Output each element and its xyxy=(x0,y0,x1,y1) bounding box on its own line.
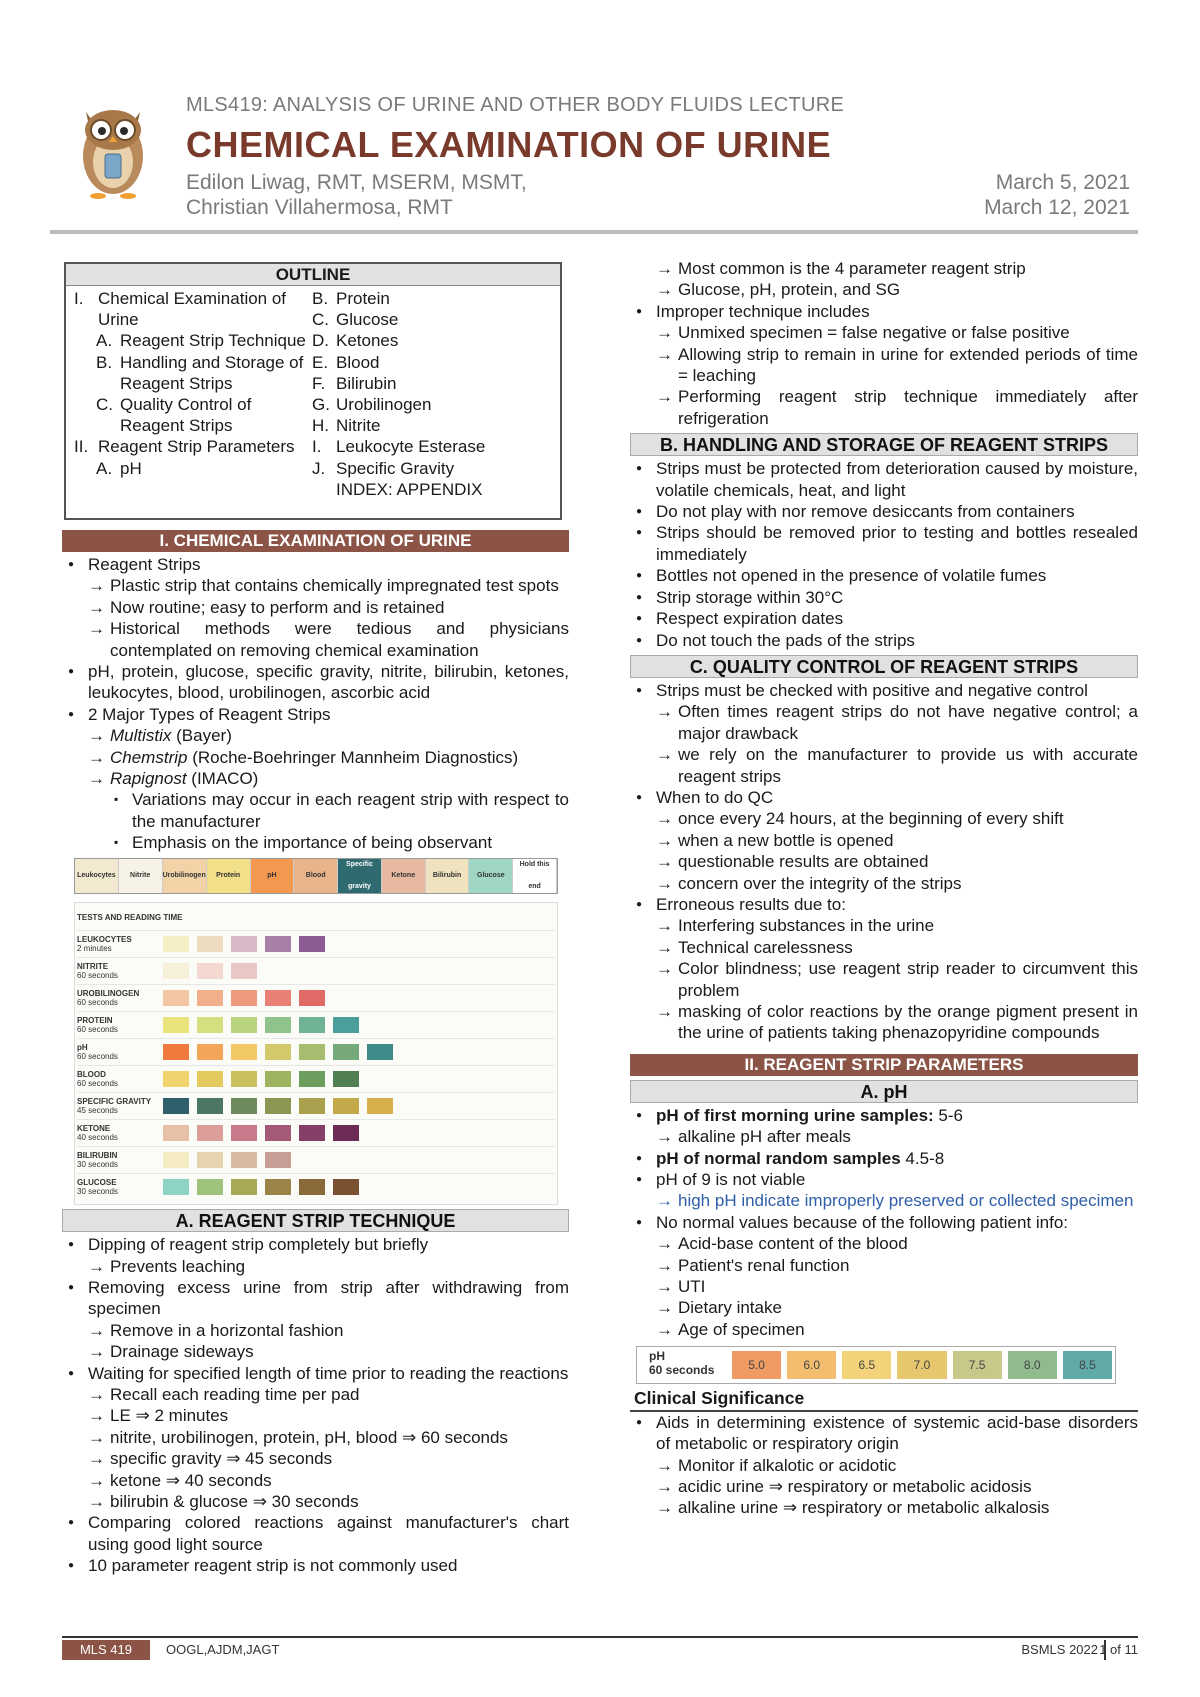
list-item: ● Strips must be checked with positive and negative control → Often times reagent strips do not have negative control; a major drawback → we rely on the manufacturer to provide us with accurate reagent strips xyxy=(630,680,1138,787)
color-swatch xyxy=(265,1098,291,1114)
strip-pad-label: Specific gravity xyxy=(338,859,382,893)
color-swatch xyxy=(299,1071,325,1087)
list-item: → LE ⇒ 2 minutes xyxy=(88,1405,569,1426)
ph-swatch: 7.0 xyxy=(897,1351,946,1379)
ph-swatch: 6.5 xyxy=(842,1351,891,1379)
footer-authors: OOGL,AJDM,JAGT xyxy=(166,1642,280,1657)
section-heading-reagent-strip-technique: A. REAGENT STRIP TECHNIQUE xyxy=(62,1209,569,1232)
section-heading-ph: A. pH xyxy=(630,1080,1138,1103)
strip-chart-title: TESTS AND READING TIME xyxy=(77,912,183,922)
outline-item: A. Reagent Strip Technique xyxy=(96,331,306,351)
color-swatch xyxy=(231,963,257,979)
strip-test-time: 60 seconds xyxy=(77,971,118,981)
list-item: → Prevents leaching xyxy=(88,1256,569,1277)
list-item: → Monitor if alkalotic or acidotic xyxy=(656,1455,1138,1476)
strip-reading-chart xyxy=(74,902,558,1205)
list-item: ● Waiting for specified length of time prior to reading the reactions → Recall each reading time per pad → LE ⇒ 2 minutes → nitrite, urobilinogen, protein, pH, blood ⇒ 60 seconds → specific gravity ⇒ 45 seconds → ketone ⇒ 40 seconds → bilirubin & glucose ⇒ 30 seconds xyxy=(62,1363,569,1513)
color-swatch xyxy=(197,1098,223,1114)
color-swatch xyxy=(197,1179,223,1195)
right-column xyxy=(630,258,1138,1519)
outline-item: I. Leukocyte Esterase xyxy=(312,437,486,457)
strip-test-name: UROBILINOGEN xyxy=(77,989,140,999)
color-swatch xyxy=(265,1152,291,1168)
list-item: ● pH of first morning urine samples: 5-6 → alkaline pH after meals xyxy=(630,1105,1138,1148)
strip-test-name: NITRITE xyxy=(77,962,109,972)
color-swatch xyxy=(231,990,257,1006)
color-swatch xyxy=(163,963,189,979)
lecture-dates xyxy=(984,170,1130,220)
color-swatch xyxy=(197,1125,223,1141)
list-item: → Most common is the 4 parameter reagent strip xyxy=(656,258,1138,279)
color-swatch xyxy=(197,1044,223,1060)
list-item: ● Removing excess urine from strip after withdrawing from specimen → Remove in a horizontal fashion → Drainage sideways xyxy=(62,1277,569,1363)
list-item: → Recall each reading time per pad xyxy=(88,1384,569,1405)
color-swatch xyxy=(265,936,291,952)
list-item: ● pH of normal random samples 4.5-8 xyxy=(630,1148,1138,1169)
outline-item: H. Nitrite xyxy=(312,416,381,436)
list-item: → Often times reagent strips do not have negative control; a major drawback xyxy=(656,701,1138,744)
strip-test-row xyxy=(77,930,555,957)
color-swatch xyxy=(299,1017,325,1033)
list-item: → concern over the integrity of the strips xyxy=(656,873,1138,894)
list-item: → Historical methods were tedious and physicians contemplated on removing chemical examination xyxy=(88,618,569,661)
color-swatch xyxy=(163,1179,189,1195)
list-item: → UTI xyxy=(656,1276,1138,1297)
list-item: → we rely on the manufacturer to provide us with accurate reagent strips xyxy=(656,744,1138,787)
header-divider xyxy=(50,230,1138,234)
outline-item: I. Chemical Examination of Urine xyxy=(74,289,287,330)
list-item: ● Comparing colored reactions against manufacturer's chart using good light source xyxy=(62,1512,569,1555)
ph-scale-label: pH 60 seconds xyxy=(649,1349,715,1378)
color-swatch xyxy=(163,1071,189,1087)
outline-item: E. Blood xyxy=(312,352,380,372)
document-footer xyxy=(62,1640,1138,1664)
page-number: 1 of 11 xyxy=(1099,1642,1138,1657)
list-item: → Technical carelessness xyxy=(656,937,1138,958)
list-item: → Multistix (Bayer) xyxy=(88,725,569,746)
footer-program: BSMLS 2022 xyxy=(1021,1642,1098,1657)
strip-pad-label: Ketone xyxy=(382,859,426,893)
strip-test-row xyxy=(77,1146,555,1173)
list-item: ▪ Emphasis on the importance of being observant xyxy=(110,832,569,853)
color-swatch xyxy=(197,990,223,1006)
list-item: ● When to do QC → once every 24 hours, at the beginning of every shift → when a new bottle is opened → questionable results are obtained → concern over the integrity of the strips xyxy=(630,787,1138,894)
strip-test-row xyxy=(77,957,555,984)
strip-test-row xyxy=(77,1173,555,1200)
strip-test-name: PROTEIN xyxy=(77,1016,113,1026)
list-item: → Unmixed specimen = false negative or false positive xyxy=(656,322,1138,343)
outline-item: A. pH xyxy=(96,458,142,478)
color-swatch xyxy=(231,1179,257,1195)
strip-test-time: 2 minutes xyxy=(77,944,112,954)
color-swatch xyxy=(333,1098,359,1114)
ph-swatch: 8.5 xyxy=(1063,1351,1112,1379)
list-item: ● Strip storage within 30°C xyxy=(630,587,1138,608)
color-swatch xyxy=(333,1017,359,1033)
list-item: → Rapignost (IMACO) ▪ Variations may occur in each reagent strip with respect to the manufacturer ▪ Emphasis on the importance of being observant xyxy=(88,768,569,854)
list-item: ● Improper technique includes → Unmixed specimen = false negative or false positive → Allowing strip to remain in urine for extended periods of time = leaching → Performing reagent strip technique immediately after refrigeration xyxy=(630,301,1138,429)
strip-pad-label: Bilirubin xyxy=(426,859,470,893)
strip-pad-label: Glucose xyxy=(469,859,513,893)
color-swatch xyxy=(299,1044,325,1060)
outline-item: C. Quality Control of Reagent Strips xyxy=(96,395,252,436)
color-swatch xyxy=(231,1017,257,1033)
list-item: ● Erroneous results due to: → Interfering substances in the urine → Technical carelessness → Color blindness; use reagent strip reader to circumvent this problem → masking of color reactions by the orange pigment present in the urine of patients taking phenazopyridine compounds xyxy=(630,894,1138,1044)
date-2: March 12, 2021 xyxy=(984,196,1130,219)
color-swatch xyxy=(265,1179,291,1195)
color-swatch xyxy=(197,963,223,979)
list-item: ● Reagent Strips → Plastic strip that contains chemically impregnated test spots → Now routine; easy to perform and is retained → Historical methods were tedious and physicians contemplated on removing chemical examination xyxy=(62,554,569,661)
list-item: → Interfering substances in the urine xyxy=(656,915,1138,936)
strip-types-continued xyxy=(656,258,1138,301)
list-item: → Color blindness; use reagent strip reader to circumvent this problem xyxy=(656,958,1138,1001)
strip-pad-label: Protein xyxy=(207,859,251,893)
date-1: March 5, 2021 xyxy=(995,171,1130,194)
document-header xyxy=(62,88,1138,234)
color-swatch xyxy=(265,990,291,1006)
improper-technique-list xyxy=(630,301,1138,429)
left-column xyxy=(62,262,569,1577)
list-item: ▪ Variations may occur in each reagent strip with respect to the manufacturer xyxy=(110,789,569,832)
outline-item: G. Urobilinogen xyxy=(312,395,432,415)
list-item: → Dietary intake xyxy=(656,1297,1138,1318)
outline-item: INDEX: APPENDIX xyxy=(336,479,483,499)
color-swatch xyxy=(163,990,189,1006)
strip-pad-label: Hold this end xyxy=(513,859,557,893)
strip-pad-label: Blood xyxy=(294,859,338,893)
list-item: → bilirubin & glucose ⇒ 30 seconds xyxy=(88,1491,569,1512)
list-item: ● Do not play with nor remove desiccants from containers xyxy=(630,501,1138,522)
outline-item: B. Protein xyxy=(312,289,390,308)
list-item: → Chemstrip (Roche-Boehringer Mannheim Diagnostics) xyxy=(88,747,569,768)
color-swatch xyxy=(163,1125,189,1141)
strip-test-name: LEUKOCYTES xyxy=(77,935,132,945)
color-swatch xyxy=(299,1179,325,1195)
list-item: ● Strips should be removed prior to testing and bottles resealed immediately xyxy=(630,522,1138,565)
footer-divider xyxy=(62,1636,1138,1638)
color-swatch xyxy=(265,1071,291,1087)
outline-right-list xyxy=(312,288,556,500)
authors xyxy=(186,170,527,220)
color-swatch xyxy=(231,1071,257,1087)
list-item: → Age of specimen xyxy=(656,1319,1138,1340)
color-swatch xyxy=(163,1044,189,1060)
list-item: ● pH of 9 is not viable → high pH indicate improperly preserved or collected specimen xyxy=(630,1169,1138,1212)
list-item: → Performing reagent strip technique immediately after refrigeration xyxy=(656,386,1138,429)
color-swatch xyxy=(299,1098,325,1114)
color-swatch xyxy=(333,1071,359,1087)
color-swatch xyxy=(333,1125,359,1141)
handling-storage-list xyxy=(630,458,1138,651)
ph-swatch: 7.5 xyxy=(953,1351,1002,1379)
color-swatch xyxy=(299,990,325,1006)
list-item: → Plastic strip that contains chemically impregnated test spots xyxy=(88,575,569,596)
ph-list xyxy=(630,1105,1138,1340)
outline-item: F. Bilirubin xyxy=(312,373,397,393)
clinical-significance-heading: Clinical Significance xyxy=(630,1388,1138,1411)
footer-course-tag: MLS 419 xyxy=(62,1640,150,1660)
strip-test-name: BILIRUBIN xyxy=(77,1151,118,1161)
ph-swatch: 6.0 xyxy=(787,1351,836,1379)
list-item: → once every 24 hours, at the beginning of every shift xyxy=(656,808,1138,829)
strip-test-row xyxy=(77,984,555,1011)
color-swatch xyxy=(333,1179,359,1195)
chemical-examination-list xyxy=(62,554,569,854)
outline-item: B. Handling and Storage of Reagent Strips xyxy=(96,352,304,393)
list-item: ● 2 Major Types of Reagent Strips → Multistix (Bayer) → Chemstrip (Roche-Boehringer Mannheim Diagnostics) → Rapignost (IMACO) ▪ Variations may occur in each reagent strip with respect to the manufacturer ▪ Emphasis on the importance of being observant xyxy=(62,704,569,854)
list-item: ● Aids in determining existence of systemic acid-base disorders of metabolic or respiratory origin → Monitor if alkalotic or acidotic → acidic urine ⇒ respiratory or metabolic acidosis → alkaline urine ⇒ respiratory or metabolic alkalosis xyxy=(630,1412,1138,1519)
color-swatch xyxy=(231,1152,257,1168)
color-swatch xyxy=(163,1152,189,1168)
list-item: → questionable results are obtained xyxy=(656,851,1138,872)
list-item: → Now routine; easy to perform and is retained xyxy=(88,597,569,618)
color-swatch xyxy=(265,1125,291,1141)
list-item: ● Do not touch the pads of the strips xyxy=(630,630,1138,651)
list-item: → when a new bottle is opened xyxy=(656,830,1138,851)
ph-color-scale xyxy=(636,1346,1116,1384)
outline-item: C. Glucose xyxy=(312,310,399,330)
list-item: ● Bottles not opened in the presence of volatile fumes xyxy=(630,565,1138,586)
strip-test-row xyxy=(77,1092,555,1119)
strip-test-name: GLUCOSE xyxy=(77,1178,117,1188)
color-swatch xyxy=(265,1044,291,1060)
strip-test-name: BLOOD xyxy=(77,1070,106,1080)
color-swatch xyxy=(163,936,189,952)
author-line-2: Christian Villahermosa, RMT xyxy=(186,196,453,219)
course-title: MLS419: ANALYSIS OF URINE AND OTHER BODY FLUIDS LECTURE xyxy=(186,94,845,116)
color-swatch xyxy=(231,1125,257,1141)
color-swatch xyxy=(367,1044,393,1060)
owl-mascot-icon xyxy=(72,92,154,202)
section-heading-handling-storage: B. HANDLING AND STORAGE OF REAGENT STRIPS xyxy=(630,433,1138,456)
strip-test-time: 30 seconds xyxy=(77,1160,118,1170)
reagent-strip-technique-list xyxy=(62,1234,569,1577)
outline-item: II. Reagent Strip Parameters xyxy=(74,437,295,457)
list-item: → acidic urine ⇒ respiratory or metabolic acidosis xyxy=(656,1476,1138,1497)
strip-test-time: 45 seconds xyxy=(77,1106,118,1116)
strip-test-time: 60 seconds xyxy=(77,1079,118,1089)
document-title: CHEMICAL EXAMINATION OF URINE xyxy=(186,124,832,165)
list-item: ● Respect expiration dates xyxy=(630,608,1138,629)
color-swatch xyxy=(197,1071,223,1087)
strip-test-time: 60 seconds xyxy=(77,998,118,1008)
color-swatch xyxy=(265,1017,291,1033)
list-item: ● Dipping of reagent strip completely but briefly → Prevents leaching xyxy=(62,1234,569,1277)
color-swatch xyxy=(231,936,257,952)
strip-test-time: 30 seconds xyxy=(77,1187,118,1197)
list-item: ● 10 parameter reagent strip is not commonly used xyxy=(62,1555,569,1576)
strip-pad-label: Leukocytes xyxy=(75,859,119,893)
list-item: → alkaline pH after meals xyxy=(656,1126,1138,1147)
strip-pad-label: Nitrite xyxy=(119,859,163,893)
list-item: → Drainage sideways xyxy=(88,1341,569,1362)
color-swatch xyxy=(231,1098,257,1114)
color-swatch xyxy=(231,1044,257,1060)
strip-test-name: SPECIFIC GRAVITY xyxy=(77,1097,152,1107)
strip-test-row xyxy=(77,1011,555,1038)
outline-box xyxy=(64,262,562,520)
list-item: → nitrite, urobilinogen, protein, pH, blood ⇒ 60 seconds xyxy=(88,1427,569,1448)
strip-test-row xyxy=(77,1038,555,1065)
color-swatch xyxy=(367,1098,393,1114)
list-item: → Acid-base content of the blood xyxy=(656,1233,1138,1254)
list-item: ● No normal values because of the following patient info: → Acid-base content of the blood → Patient's renal function → UTI → Dietary intake → Age of specimen xyxy=(630,1212,1138,1340)
strip-test-row xyxy=(77,1119,555,1146)
color-swatch xyxy=(163,1017,189,1033)
strip-pad-header xyxy=(74,858,558,894)
color-swatch xyxy=(333,1044,359,1060)
color-swatch xyxy=(163,1098,189,1114)
strip-pad-label: Urobilinogen xyxy=(163,859,207,893)
color-swatch xyxy=(197,936,223,952)
outline-title: OUTLINE xyxy=(66,264,560,286)
ph-swatch: 8.0 xyxy=(1008,1351,1057,1379)
list-item: → masking of color reactions by the orange pigment present in the urine of patients taking phenazopyridine compounds xyxy=(656,1001,1138,1044)
quality-control-list xyxy=(630,680,1138,1044)
clinical-significance-list xyxy=(630,1412,1138,1519)
list-item: → Glucose, pH, protein, and SG xyxy=(656,279,1138,300)
section-heading-reagent-strip-parameters: II. REAGENT STRIP PARAMETERS xyxy=(630,1054,1138,1076)
strip-test-name: KETONE xyxy=(77,1124,111,1134)
outline-item: J. Specific Gravity xyxy=(312,458,455,478)
list-item: → high pH indicate improperly preserved or collected specimen xyxy=(656,1190,1138,1211)
strip-test-row xyxy=(77,1065,555,1092)
strip-pad-label: pH xyxy=(251,859,295,893)
reagent-strip-color-chart xyxy=(74,858,558,1205)
author-line-1: Edilon Liwag, RMT, MSERM, MSMT, xyxy=(186,171,527,194)
outline-left-list xyxy=(74,288,306,479)
strip-test-time: 60 seconds xyxy=(77,1052,118,1062)
list-item: → Patient's renal function xyxy=(656,1255,1138,1276)
ph-swatch: 5.0 xyxy=(732,1351,781,1379)
strip-test-time: 60 seconds xyxy=(77,1025,118,1035)
color-swatch xyxy=(299,936,325,952)
list-item: → ketone ⇒ 40 seconds xyxy=(88,1470,569,1491)
section-heading-chemical-examination: I. CHEMICAL EXAMINATION OF URINE xyxy=(62,530,569,552)
color-swatch xyxy=(299,1125,325,1141)
outline-item: D. Ketones xyxy=(312,331,399,351)
list-item: ● Strips must be protected from deterioration caused by moisture, volatile chemicals, heat, and light xyxy=(630,458,1138,501)
color-swatch xyxy=(197,1017,223,1033)
list-item: → alkaline urine ⇒ respiratory or metabolic alkalosis xyxy=(656,1497,1138,1518)
strip-test-name: pH xyxy=(77,1043,88,1053)
strip-test-time: 40 seconds xyxy=(77,1133,118,1143)
list-item: → Allowing strip to remain in urine for extended periods of time = leaching xyxy=(656,344,1138,387)
list-item: → specific gravity ⇒ 45 seconds xyxy=(88,1448,569,1469)
list-item: ● pH, protein, glucose, specific gravity, nitrite, bilirubin, ketones, leukocytes, blood, urobilinogen, ascorbic acid xyxy=(62,661,569,704)
color-swatch xyxy=(197,1152,223,1168)
list-item: → Remove in a horizontal fashion xyxy=(88,1320,569,1341)
section-heading-quality-control: C. QUALITY CONTROL OF REAGENT STRIPS xyxy=(630,655,1138,678)
